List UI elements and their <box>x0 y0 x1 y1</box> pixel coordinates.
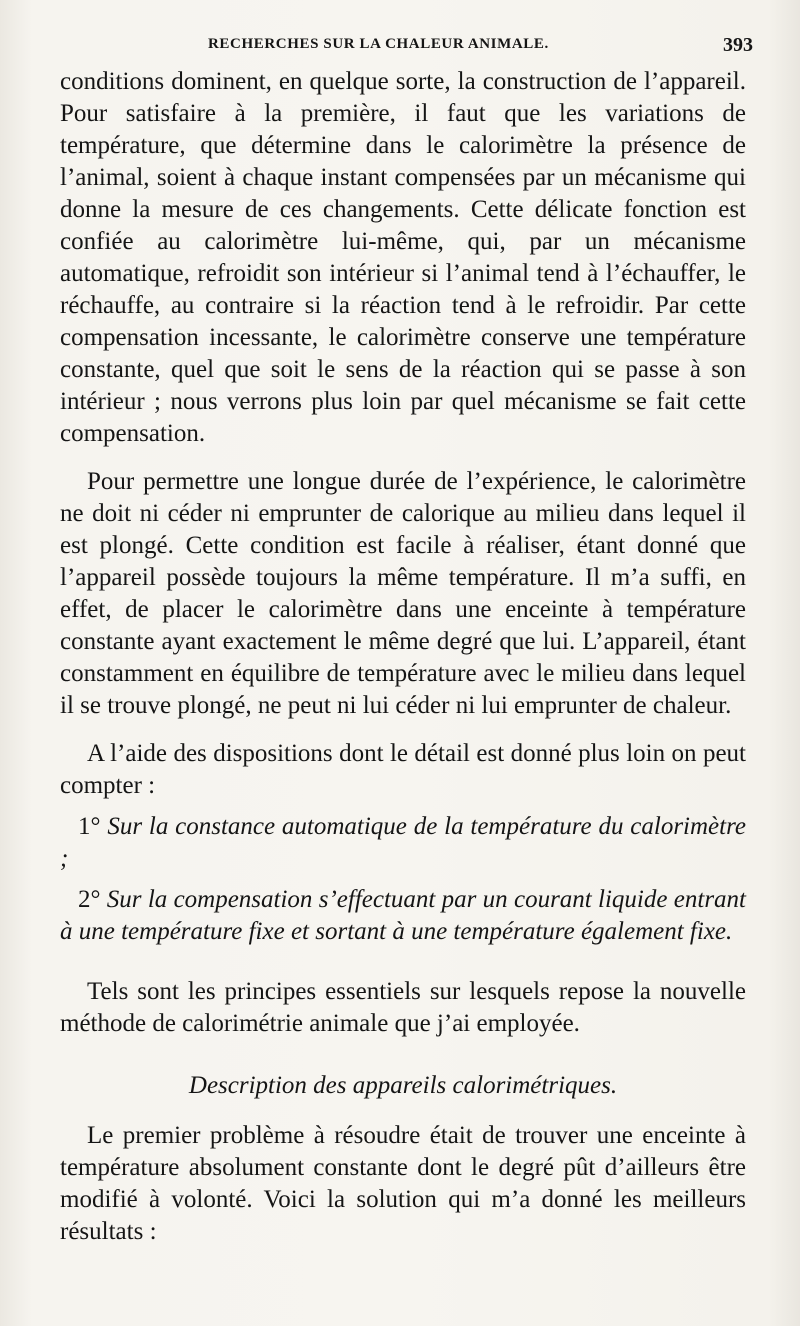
paragraph-1: conditions dominent, en quelque sorte, la construction de l’appareil. Pour satisfaire à la première, il faut que les variations de température, que détermine dans le calorimètre la présence de l’animal, soient à chaque instant compensées par un mécanisme qui donne la mesure de ces changements. Cette délicate fonction est confiée au calorimètre lui-même, qui, par un mécanisme automatique, refroidit son intérieur si l’animal tend à l’échauffer, le réchauffe, au contraire si la réaction tend à le refroidir. Par cette compensation incessante, le calorimètre conserve une température constante, quel que soit le sens de la réaction qui se passe à son intérieur ; nous verrons plus loin par quel mécanisme se fait cette compensation. <box>60 68 746 447</box>
page-header <box>60 32 755 62</box>
conditions-list <box>60 811 746 948</box>
section-title: Description des appareils calorimétriques. <box>188 1072 618 1099</box>
running-title: RECHERCHES SUR LA CHALEUR ANIMALE. <box>208 36 549 52</box>
list-item-1-number: 1° <box>78 813 101 840</box>
paragraph-4: Tels sont les principes essentiels sur lesquels repose la nouvelle méthode de calorimétrie animale que j’ai employée. <box>60 978 746 1037</box>
page-number: 393 <box>723 34 753 56</box>
list-item-1 <box>60 811 746 875</box>
paragraph-2: Pour permettre une longue durée de l’expérience, le calorimètre ne doit ni céder ni emprunter de calorique au milieu dans lequel il est plongé. Cette condition est facile à réaliser, étant donné que l’appareil possède toujours la même température. Il m’a suffi, en effet, de placer le calorimètre dans une enceinte à température constante ayant exactement le même degré que lui. L’appareil, étant constamment en équilibre de température avec le milieu dans lequel il se trouve plongé, ne peut ni lui céder ni lui emprunter de chaleur. <box>60 468 746 719</box>
list-item-2 <box>60 884 746 948</box>
list-item-2-text: Sur la compensation s’effectuant par un courant liquide entrant à une température fixe et sortant à une température également fixe. <box>60 886 746 945</box>
list-item-1-text: Sur la constance automatique de la température du calorimètre ; <box>60 813 746 872</box>
paragraph-3: A l’aide des dispositions dont le détail est donné plus loin on peut compter : <box>60 740 746 799</box>
paragraph-5: Le premier problème à résoudre était de trouver une enceinte à température absolument constante dont le degré pût d’ailleurs être modifié à volonté. Voici la solution qui m’a donné les meilleurs résultats : <box>60 1122 746 1245</box>
body-text <box>60 66 746 1248</box>
list-item-2-number: 2° <box>78 886 101 913</box>
